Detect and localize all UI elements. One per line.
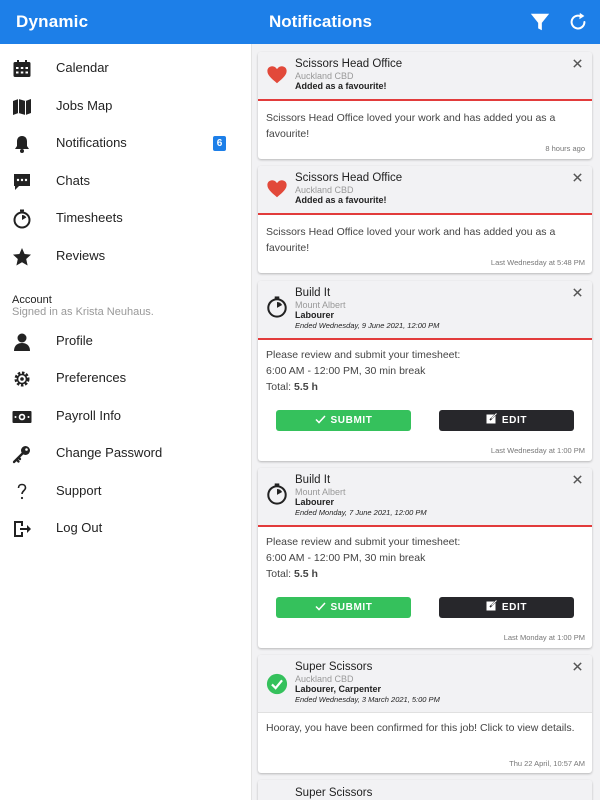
card-subtitle: Labourer bbox=[295, 310, 335, 320]
card-date: Ended Wednesday, 9 June 2021, 12:00 PM bbox=[295, 321, 440, 330]
sidebar-item-support[interactable] bbox=[0, 474, 251, 510]
chat-icon bbox=[12, 172, 32, 192]
card-header bbox=[258, 166, 592, 215]
card-title: Super Scissors bbox=[295, 661, 373, 673]
sidebar-item-chats[interactable] bbox=[0, 164, 251, 200]
card-message bbox=[266, 534, 584, 582]
card-message: Scissors Head Office loved your work and has added you as a favourite! bbox=[266, 112, 556, 140]
sidebar-item-timesheets[interactable] bbox=[0, 201, 251, 237]
edit-icon bbox=[486, 600, 497, 611]
calendar-icon bbox=[12, 59, 32, 79]
sidebar-item-payroll-info[interactable] bbox=[0, 399, 251, 435]
card-header bbox=[258, 281, 592, 340]
card-header bbox=[258, 655, 592, 713]
sidebar bbox=[0, 44, 252, 800]
sidebar-item-label: Calendar bbox=[56, 60, 109, 75]
sidebar-item-label: Change Password bbox=[56, 445, 163, 460]
filter-icon[interactable] bbox=[529, 11, 551, 33]
star-icon bbox=[12, 247, 32, 267]
sidebar-item-calendar[interactable] bbox=[0, 51, 251, 87]
account-signed-in-text: Signed in as Krista Neuhaus. bbox=[12, 306, 154, 318]
person-icon bbox=[12, 332, 32, 352]
money-icon bbox=[12, 407, 32, 427]
card-subtitle: Added as a favourite! bbox=[295, 81, 387, 91]
key-icon bbox=[12, 444, 32, 464]
account-heading: Account bbox=[12, 294, 52, 306]
page-title: Notifications bbox=[269, 12, 372, 31]
total-value: 5.5 h bbox=[294, 381, 318, 393]
map-icon bbox=[12, 97, 32, 117]
checkmark-icon bbox=[315, 415, 326, 424]
card-date: Ended Wednesday, 3 March 2021, 5:00 PM bbox=[295, 695, 440, 704]
card-timestamp: Last Wednesday at 5:48 PM bbox=[490, 258, 585, 267]
card-message: Hooray, you have been confirmed for this job! Click to view details. bbox=[266, 722, 575, 734]
timesheet-instruction: Please review and submit your timesheet: bbox=[266, 536, 461, 548]
card-message: Scissors Head Office loved your work and has added you as a favourite! bbox=[266, 226, 556, 254]
card-location: Auckland CBD bbox=[295, 674, 354, 684]
card-header bbox=[258, 52, 592, 101]
sidebar-item-jobs-map[interactable] bbox=[0, 89, 251, 125]
sidebar-item-reviews[interactable] bbox=[0, 239, 251, 275]
timesheet-hours: 6:00 AM - 12:00 PM, 30 min break bbox=[266, 552, 426, 564]
sidebar-item-preferences[interactable] bbox=[0, 361, 251, 397]
card-message bbox=[266, 347, 584, 395]
card-subtitle: Labourer bbox=[295, 497, 335, 507]
card-title: Scissors Head Office bbox=[295, 58, 403, 70]
card-location: Auckland CBD bbox=[295, 71, 354, 81]
card-title: Build It bbox=[295, 474, 331, 486]
close-icon[interactable] bbox=[572, 661, 583, 672]
sidebar-item-label: Preferences bbox=[56, 370, 127, 385]
submit-button[interactable] bbox=[276, 410, 411, 431]
card-header bbox=[258, 780, 592, 800]
close-icon[interactable] bbox=[572, 287, 583, 298]
notification-card[interactable] bbox=[258, 655, 592, 773]
card-location: Mount Albert bbox=[295, 300, 346, 310]
card-timestamp: Thu 22 April, 10:57 AM bbox=[509, 759, 585, 768]
submit-label: SUBMIT bbox=[330, 415, 373, 426]
card-date: Ended Monday, 7 June 2021, 12:00 PM bbox=[295, 508, 427, 517]
close-icon[interactable] bbox=[572, 474, 583, 485]
close-icon[interactable] bbox=[572, 58, 583, 69]
card-subtitle: Added as a favourite! bbox=[295, 195, 387, 205]
timesheet-total bbox=[266, 566, 584, 582]
checkmark-icon bbox=[315, 602, 326, 611]
sidebar-item-label: Notifications bbox=[56, 135, 127, 150]
sidebar-item-change-password[interactable] bbox=[0, 436, 251, 472]
sidebar-item-label: Log Out bbox=[56, 520, 103, 535]
sidebar-item-notifications[interactable] bbox=[0, 126, 251, 162]
timesheet-hours: 6:00 AM - 12:00 PM, 30 min break bbox=[266, 365, 426, 377]
check-circle-icon bbox=[266, 673, 288, 695]
stopwatch-icon bbox=[266, 483, 288, 505]
notification-card[interactable] bbox=[258, 281, 592, 461]
logout-icon bbox=[12, 519, 32, 539]
sidebar-item-label: Chats bbox=[56, 173, 90, 188]
stopwatch-icon bbox=[266, 296, 288, 318]
bell-icon bbox=[12, 134, 32, 154]
card-title: Scissors Head Office bbox=[295, 172, 403, 184]
app-bar bbox=[0, 0, 600, 44]
sidebar-item-label: Timesheets bbox=[56, 210, 123, 225]
heart-icon bbox=[266, 178, 288, 200]
notification-card[interactable] bbox=[258, 468, 592, 648]
notification-card[interactable] bbox=[258, 166, 592, 273]
card-title: Build It bbox=[295, 287, 331, 299]
edit-label: EDIT bbox=[501, 415, 528, 426]
total-label: Total: bbox=[266, 568, 292, 580]
edit-label: EDIT bbox=[501, 602, 528, 613]
card-title: Super Scissors bbox=[295, 787, 373, 799]
submit-label: SUBMIT bbox=[330, 602, 373, 613]
card-subtitle: Labourer, Carpenter bbox=[295, 684, 382, 694]
total-value: 5.5 h bbox=[294, 568, 318, 580]
sidebar-item-profile[interactable] bbox=[0, 324, 251, 360]
card-timestamp: 8 hours ago bbox=[545, 144, 585, 153]
close-icon[interactable] bbox=[572, 172, 583, 183]
sidebar-item-label: Reviews bbox=[56, 248, 106, 263]
sidebar-item-log-out[interactable] bbox=[0, 511, 251, 547]
submit-button[interactable] bbox=[276, 597, 411, 618]
card-timestamp: Last Monday at 1:00 PM bbox=[503, 633, 585, 642]
sidebar-item-label: Support bbox=[56, 483, 102, 498]
app-title: Dynamic bbox=[16, 12, 89, 31]
card-location: Auckland CBD bbox=[295, 185, 354, 195]
refresh-icon[interactable] bbox=[567, 11, 589, 33]
gear-icon bbox=[12, 369, 32, 389]
heart-icon bbox=[266, 64, 288, 86]
timesheet-total bbox=[266, 379, 584, 395]
card-timestamp: Last Wednesday at 1:00 PM bbox=[490, 446, 585, 455]
timesheet-instruction: Please review and submit your timesheet: bbox=[266, 349, 461, 361]
edit-button[interactable] bbox=[439, 597, 574, 618]
question-icon bbox=[12, 482, 32, 502]
card-header bbox=[258, 468, 592, 527]
card-location: Mount Albert bbox=[295, 487, 346, 497]
edit-button[interactable] bbox=[439, 410, 574, 431]
sidebar-item-label: Payroll Info bbox=[56, 408, 122, 423]
total-label: Total: bbox=[266, 381, 292, 393]
notification-card[interactable] bbox=[258, 52, 592, 159]
notification-count-badge: 6 bbox=[213, 136, 226, 151]
sidebar-item-label: Profile bbox=[56, 333, 93, 348]
notification-card[interactable] bbox=[258, 780, 592, 800]
stopwatch-icon bbox=[12, 209, 32, 229]
edit-icon bbox=[486, 413, 497, 424]
sidebar-item-label: Jobs Map bbox=[56, 98, 113, 113]
notification-feed[interactable] bbox=[252, 44, 600, 800]
